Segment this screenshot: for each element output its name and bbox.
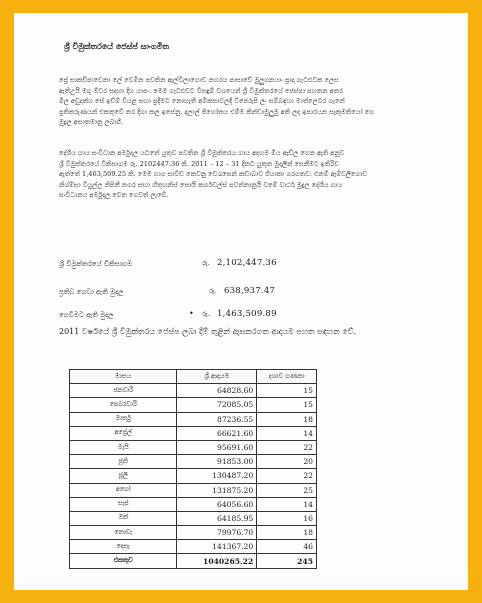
cell-days: 14: [257, 426, 317, 440]
cell-days: 18: [257, 526, 317, 540]
cell-days: 22: [257, 440, 317, 454]
paragraph-1-line: ප්‍රතිකරුණයන් එකතුවේ තර දිගා කල ඉසේනු. දලාල් ජිහෝතය එම්ම කින්ඩාමුලුමු අති ලද ඉපාරයන සෑකුමතියෝ ගෙ: [59, 107, 374, 116]
table-intro: 2011 වර්ෂයේ ශ්‍රී විමුක්තරය ජෙස්ප ලබා දීම් තුළින් ඇසකරගත ආදායම පහත සඳහන වේ.: [59, 327, 357, 336]
cell-month: ජූලි: [70, 469, 177, 483]
stat-amount: 2,102,447.36: [216, 258, 277, 268]
cell-days: 46: [257, 540, 317, 554]
stat-amount: 1,463,509.89: [216, 309, 277, 319]
cell-amount: 64828.60: [177, 384, 257, 398]
cell-days: 25: [257, 483, 317, 497]
cell-amount: 95691.60: [177, 440, 257, 454]
cell-days: 15: [257, 384, 317, 398]
table-row: [70, 469, 317, 483]
cell-amount: 66621.60: [177, 426, 257, 440]
cell-amount: 131875.20: [177, 483, 257, 497]
cell-month: දෙසැ: [70, 540, 177, 554]
paragraph-2-line: නිශ්ම්සා වියුල්ල නිපිනී නගර සභා හිතුහනිස් සොයි කර්ගඩල්ස් පවත්නානුයි වමේ වාර්ථ මුද්‍රල දේශීය ගාය: [59, 180, 343, 189]
table-row: [70, 455, 317, 469]
cell-month: ජනවාරි: [70, 384, 177, 398]
table-row: [70, 384, 317, 398]
cell-days: 14: [257, 497, 317, 511]
paragraph-1-line: ප්‍රේ සාකච්ඡාවෙනා ලේ වෙමින පවතින ඇල්විලාගොඩ නගරය පාසාවේ මුලුගනයාං ප්‍රාදා ගැටළුවක ලෙස: [59, 76, 339, 84]
currency-label: රු.: [202, 259, 211, 267]
paragraph-2-line: ඇත්තේ 1,463,509.25 කි. මෙම ගාය සාවිඩ කෙවනු වෙරැසෙන් කඩාබාව ගියාකා ගරගතව. එනම් ඇම්වලිගොඩ: [59, 170, 368, 179]
paragraph-1: [59, 75, 419, 128]
stat-value-paid: [209, 286, 275, 296]
cell-month: නොවැ: [70, 526, 177, 540]
table-row: [70, 497, 317, 511]
cell-month: මාර්තු: [70, 412, 177, 426]
paragraph-1-line: මුද්‍රල අසාතමානු ලබාගී.: [59, 118, 124, 127]
currency-label: රු.: [209, 287, 218, 295]
total-days: 245: [257, 554, 317, 568]
table-row: [70, 426, 317, 440]
cell-amount: 79976.70: [177, 526, 257, 540]
paragraph-2-line: ශ්‍රී විමුක්තරයේ විකිසාගම රු. 2102447.36 කි. 2011 – 12 – 31 දිනට යුතුත මුදලින් සෙනීමට ඉතිරිව: [59, 159, 339, 168]
cell-days: 16: [257, 511, 317, 525]
cell-amount: 141367.20: [177, 540, 257, 554]
document-title: ශ්‍රී විමුක්තරයේ ජෙස්ප් සාංගමිත: [64, 41, 170, 51]
cell-amount: 87236.55: [177, 412, 257, 426]
stat-value-gross: [202, 258, 277, 268]
paragraph-2-line: සංවිධානය අර්මුදල වෙත ගෙවත් ලැබේ.: [59, 191, 169, 200]
cell-days: 20: [257, 455, 317, 469]
bullet-mark: •: [189, 309, 194, 318]
stat-amount: 638,937.47: [223, 286, 276, 296]
header-month: මාසය: [70, 370, 177, 384]
table-row: [70, 440, 317, 454]
table-row: [70, 511, 317, 525]
cell-amount: 72085.05: [177, 398, 257, 412]
table-header-row: [70, 370, 317, 384]
document-page: [14, 13, 468, 590]
table-row: [70, 540, 317, 554]
cell-month: මැයි: [70, 440, 177, 454]
cell-amount: 64056.60: [177, 497, 257, 511]
cell-month: පෙබරවාරි: [70, 398, 177, 412]
cell-days: 18: [257, 412, 317, 426]
stat-label-outstanding: ගෙවීමට ඇති මුදල: [59, 311, 114, 319]
stat-label-paid: ප්‍රතිව ගෙවා ඇති මුදල: [59, 288, 124, 296]
paragraph-1-line: මිල අඩුදක්ග සේ ඉඩ්ම් වියළ සහා ප්‍රදීමට නොහැති අමිකසාවලදී විජෙරුපි ලං සම්බඳහා මාත්ලෙවර ගැනේ: [59, 97, 345, 106]
cell-amount: 91853.00: [177, 455, 257, 469]
total-label: එකතුව: [70, 554, 177, 568]
table-total-row: [70, 554, 317, 568]
cell-month: අගෝ: [70, 483, 177, 497]
table-row: [70, 398, 317, 412]
currency-label: රු.: [202, 310, 211, 318]
income-table: [69, 369, 317, 569]
stat-label-gross: ශ්‍රී විමුක්තරයේ විකිසාගම: [59, 260, 133, 268]
cell-amount: 64185.95: [177, 511, 257, 525]
cell-month: අප්‍රේල්: [70, 426, 177, 440]
paragraph-1-line: ඇතිඋයි මගු ඕවර සදහා දිග යාපං. මෙම ගැටළුවට විසඳුම් වශයෙන් ශ්‍රී විමුක්තරයේ ජෙස්පා පහතන අතර: [59, 86, 344, 95]
table-row: [70, 412, 317, 426]
cell-amount: 130487.20: [177, 469, 257, 483]
total-amount: 1040265.22: [177, 554, 257, 568]
cell-days: 22: [257, 469, 317, 483]
cell-month: ඔක්: [70, 511, 177, 525]
header-days: දශාව ගණනා: [257, 370, 317, 384]
stat-value-outstanding: [202, 309, 277, 319]
cell-days: 15: [257, 398, 317, 412]
cell-month: ජූනි: [70, 455, 177, 469]
table-row: [70, 483, 317, 497]
paragraph-2-line: දේශීය ගාය සංවිධාන අර්මුදල යටතේ යුතුව පවතින ශ්‍රී විමුක්තරය ගාය අදහම මිය ඇඩ්ල ගෙන ඇති අනුව: [59, 149, 345, 157]
paragraph-2: [59, 148, 419, 201]
table-row: [70, 526, 317, 540]
cell-month: සැප්: [70, 497, 177, 511]
header-income: ශ්‍රී ආදායම: [177, 370, 257, 384]
